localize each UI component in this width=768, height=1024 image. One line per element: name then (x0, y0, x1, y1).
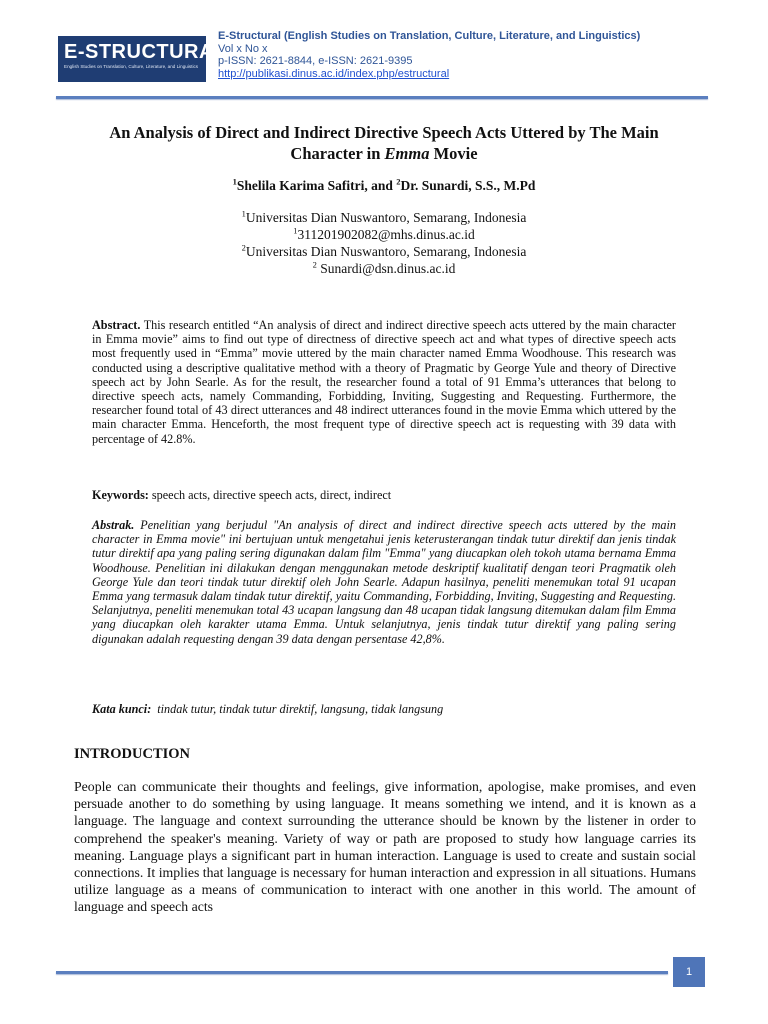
affiliation-sup: 1 (241, 208, 246, 219)
introduction-paragraph: People can communicate their thoughts and feelings, give information, apologise, make promises, and even persuade another to do something by using language. It means something we intend, and it is known as a language. The language and context surrounding the utterance should be known by the listener in order to comprehend the speaker's meaning. Variety of way or path are proposed to study how language carries its meaning. Language plays a significant part in human interaction. Language is used to create and sustain social connections. It implies that language is necessary for human interaction and expression in all situations. Humans utilize language as a means of communication to interact with one another in this world. The amount of language and speech acts (74, 779, 696, 915)
logo-text: E-STRUCTURAL (64, 41, 227, 63)
abstrak-text: Penelitian yang berjudul "An analysis of direct and indirect directive speech acts uttered by the main character in Emma movie" ini bertujuan untuk mengetahui jenis keterusterangan tindak tutur direktif dan jenis tindak tutur direktif apa yang paling sering digunakan dalam film "Emma" yang diucapkan oleh tokoh utama bernama Emma Woodhouse. Penelitian ini dilakukan dengan menggunakan metode deskriptif kualitatif dengan teori Pragmatik oleh George Yule dan teori tindak tutur direktif oleh John Searle. Adapun hasilnya, peneliti menemukan total 91 ucapan Emma yang termasuk dalam tindak tutur direktif, yaitu Commanding, Forbidding, Inviting, Suggesting and Requesting. Selanjutnya, peneliti menemukan total 43 ucapan langsung dan 48 ucapan tidak langsung ditemukan dalam film Emma yang diucapkan oleh karakter utama Emma. Untuk selanjutnya, jenis tindak tutur direktif yang paling sering digunakan adalah requesting dengan 39 data dengan persentase 42,8%. (92, 518, 676, 646)
affiliation-1 (60, 209, 708, 226)
paper-title (60, 122, 708, 164)
logo-subtext: English Studies on Translation, Culture, Literature, and Linguistics (64, 64, 199, 69)
abstrak-label: Abstrak. (92, 518, 135, 532)
abstract-label: Abstract. (92, 318, 141, 332)
keywords-text: speech acts, directive speech acts, direct, indirect (148, 488, 392, 502)
header-divider (56, 96, 708, 99)
author-line (60, 178, 708, 194)
abstrak-paragraph (92, 518, 676, 646)
author-2-sup: 2 (396, 176, 401, 187)
author-1-sup: 1 (232, 176, 237, 187)
introduction-heading: INTRODUCTION (74, 746, 191, 762)
journal-info (218, 30, 640, 80)
author-2: Dr. Sunardi, S.S., M.Pd (400, 178, 536, 193)
footer-divider (56, 971, 668, 974)
keywords-line (92, 488, 676, 503)
affiliation-2 (60, 243, 708, 260)
affiliation-sup: 2 (312, 259, 317, 270)
abstract-text: This research entitled “An analysis of direct and indirect directive speech acts uttered by the main character in Emma movie” aims to find out type of directness of directive speech act and what types of directive speech acts most frequently used in “Emma” movie uttered by the main character named Emma Woodhouse. This research was conducted using a descriptive qualitative method with a theory of Pragmatic by George Yule and theory of Directive speech act by John Searle. As for the result, the researcher found a total of 91 Emma’s utterances that belong to directive speech acts, namely Commanding, Forbidding, Inviting, Suggesting and Requesting. Furthermore, the researcher found total of 43 direct utterances and 48 indirect utterances found in the movie Emma which uttered by the main character Emma. Henceforth, the most frequent type of directive speech act is requesting with 39 data with percentage of 42.8%. (92, 318, 676, 446)
affiliation-text: Sunardi@dsn.dinus.ac.id (316, 261, 456, 276)
title-line-1: An Analysis of Direct and Indirect Directive Speech Acts Uttered by The Main (109, 123, 659, 142)
journal-header (58, 26, 718, 96)
journal-issn: p-ISSN: 2621-8844, e-ISSN: 2621-9395 (218, 55, 413, 67)
kata-kunci-label: Kata kunci: (92, 702, 152, 716)
abstract-paragraph (92, 318, 676, 446)
affiliations (60, 209, 708, 277)
journal-name: E-Structural (English Studies on Translation, Culture, Literature, and Linguistics) (218, 30, 641, 42)
affiliation-text: 311201902082@mhs.dinus.ac.id (297, 227, 475, 242)
title-text-end: Movie (429, 144, 478, 163)
page-number: 1 (673, 957, 705, 987)
affiliation-sup: 2 (241, 242, 246, 253)
author-1: Shelila Karima Safitri, and (236, 178, 397, 193)
affiliation-sup: 1 (293, 225, 298, 236)
title-movie-name: Emma (384, 144, 430, 163)
affiliation-text: Universitas Dian Nuswantoro, Semarang, Indonesia (245, 210, 527, 225)
kata-kunci-line (92, 702, 676, 717)
affiliation-text: Universitas Dian Nuswantoro, Semarang, Indonesia (245, 244, 527, 259)
journal-url-link[interactable]: http://publikasi.dinus.ac.id/index.php/estructural (218, 67, 450, 80)
title-line-2 (60, 143, 708, 164)
keywords-label: Keywords: (92, 488, 149, 502)
email-2 (60, 260, 708, 277)
email-1 (60, 226, 708, 243)
journal-logo (58, 36, 227, 82)
journal-volume: Vol x No x (218, 42, 268, 55)
title-text: Character in (290, 144, 385, 163)
kata-kunci-text: tindak tutur, tindak tutur direktif, langsung, tidak langsung (157, 702, 444, 716)
